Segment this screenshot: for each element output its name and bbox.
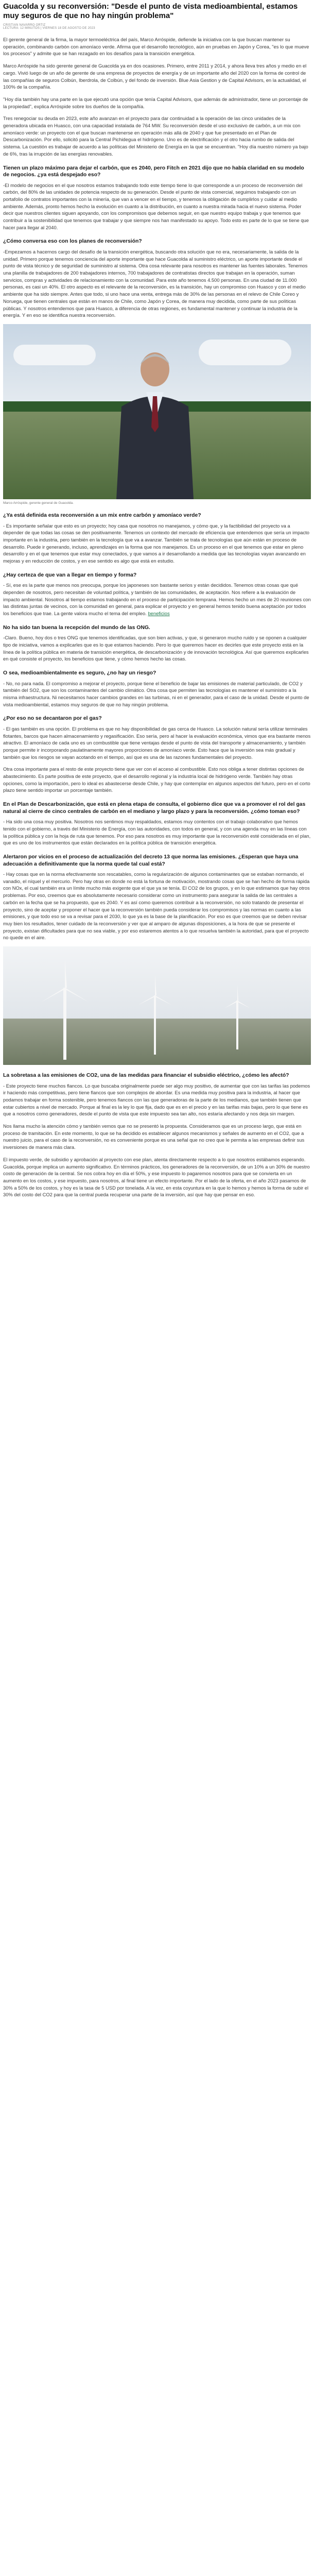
- answer-paragraph: -El modelo de negocios en el que nosotros estamos trabajando todo este tiempo tiene lo que corresponde a un proceso de reconversión del carbón, del 80% de las unidades de potencia respecto de su generación. Desde el punto de vista comercial, seguimos trabajando con un portafolio de contratos importantes con la minería, que van a vencer en el tiempo, y tenemos la obligación de cumplirlos y cuidar al medio ambiente. Además, pronto hemos hecho la evolución en cuanto a la distribución, en cuanto a nuestra mirada hacia el nuevo sistema. Poder decir que nuestros clientes siguen apoyando, con los compromisos que debemos seguir, en que nuestro equipo trabaja y que tenemos que contribuir a la sostenibilidad que tenemos que trabajar y que siempre nos han manifestado su apoyo. Todo esto es parte de lo que se tiene que hacer para llegar al 2040.: [3, 182, 309, 230]
- answer-paragraph: El impuesto verde, de subsidio y aprobación al proyecto con ese plan, atenta directamente respecto a lo que nosotros estábamos esperando. Guacolda, porque implica un aumento significativo. En términos prácticos, los generadores de la reconversión, de un 10% a un 30% de nuestro costo de generación de la central. Se nos cobra hoy en día el 50%, y ese impuesto lo pagaremos nosotros para que se convierta en un aumento en los costos, y ese impuesto, para nosotros, al final tiene un efecto importante. Por el lado de la oferta, en el año 2023 pasamos de 30% a 50% de los costos, y hoy es la tasa de 5 USD por tonelada. A la vez, en esta coyuntura en la que lo hemos y hemos la forma de subir el 30% del costo del CO2 para que la central pueda recuperar una parte de la inversión, así que hay que pensar en eso.: [3, 1156, 310, 1198]
- photo-cloud: [13, 345, 96, 365]
- byline-meta: LECTURA: 12 MINUTOS | VIERNES 18 DE AGOSTO DE 2023: [3, 27, 95, 30]
- benefits-link[interactable]: beneficios: [148, 611, 170, 617]
- photo-person: [106, 345, 204, 499]
- answer-paragraph: - El gas también es una opción. El problema es que no hay disponibilidad de gas cerca de Huasco. La solución natural sería utilizar terminales flotantes, barcos que hacen almacenamiento y regasificación. Eso sería, pero al hacer la evaluación económica, vimos que era bastante menos atractivo. El amoníaco de cada uno es un combustible que tiene ventajas desde el punto de vista del transporte y almacenamiento, y también porque permite ir incorporando paulatinamente mayores proporciones de amoníaco verde. Esto hace que la inversión sea más gradual y también que los riesgos se vayan acotando en el tiempo, así que es una de las razones fundamentales del proyecto.: [3, 725, 311, 760]
- answer-paragraph: Nos llama mucho la atención cómo y también vemos que no se presentó la propuesta. Consideramos que es un proceso largo, que está en proceso de tramitación. En este momento, lo que se ha decidido es establecer algunos mecanismos y señales de aumento en el CO2, que a nuestro juicio, para el caso de la reconversión, no es conveniente porque es una señal que no creo que le permita a las empresas definir sus inversiones de manera más clara.: [3, 1123, 305, 1150]
- answer-text: - Sí, ese es la parte que menos nos preocupa, porque los japoneses son bastante serios y están decididos. Tenemos otras cosas que qué dependen de nosotros, pero necesitan de voluntad política, y también de las comunidades, de aceptación. Nos refiere a la evaluación de impacto ambiental. Nosotros al tiempo estamos trabajando en el proceso de participación temprana. Hemos hecho un mes de 20 reuniones con las distintas juntas de vecinos, con la comunidad en general, para explicar el proyecto y en general hemos tenido buena aceptación por todos los beneficios que trae. La gente valora mucho el tema del empleo.: [3, 582, 311, 617]
- question-heading: La sobretasa a las emisiones de CO2, una de las medidas para financiar el subsidio eléctrico, ¿cómo les afectó?: [3, 1073, 289, 1079]
- article-title: Guacolda y su reconversión: "Desde el punto de vista medioambiental, estamos muy seguros de que no hay ningún problema": [3, 2, 298, 20]
- article-column: [0, 2, 314, 1198]
- intro-paragraph: "Hoy día también hay una parte en la que ejecutó una opción que tenía Capital Advisors, que además de administrador, tiene un porcentaje de la propiedad", explica Arróspide sobre los dueños de la compañía.: [3, 96, 308, 109]
- answer-paragraph: - Hay cosas que en la norma efectivamente son rescatables, como la regularización de algunos contaminantes que se estaban normando, el vanadio, el níquel y el mercurio. Pero hay otras en donde no está la fortuna de motivación, mostrando cosas que se han hecho de forma rápida con NOx, el cual también era un límite mucho más exigente que el que ya se tenía. El CO2 de los grupos, y en lo que estimamos que hay otros problemas. Por eso, creemos que es absolutamente necesario considerar como un instrumento para asegurar la salida de las centrales a carbón en la fecha que se ha propuesto, que es 2040. Y es así como queremos contribuir a la reconversión, no solo tratando de presentar el proyecto, sino de aceptar y proponer el hacer que la reconversión también pueda considerar los compromisos y las normas en cuanto a las emisiones, y que todo eso se va a revisar para el 2030, lo que ya es la base de la planificación. Por eso es que creemos que se deben revisar muy bien los resultados, tener cuidado de la reconversión y ver que al amparo de algunas disposiciones, a la hora de que se presente el proyecto, existan dificultades para que no sea viable, y por eso estaremos atentos a lo que resuelva también la autoridad, para que el proyecto no quede en el aire.: [3, 871, 310, 941]
- wind-turbine-icon: [132, 972, 178, 1055]
- answer-paragraph: -Claro. Bueno, hoy dos o tres ONG que tenemos identificadas, que son bien activas, y que, si generaron mucho ruido y se oponen a cualquier tipo de iniciativa, vamos a explicarles que es lo que estamos haciendo. Pero lo que queremos hacer es decirles que este proyecto está en la línea de la política pública en materia de transición energética, de descarbonización y de innovación tecnológica. Así que queremos explicarles en qué consiste el proyecto, los beneficios que tiene, y cómo hemos hecho las cosas.: [3, 635, 309, 662]
- question-heading: ¿Por eso no se decantaron por el gas?: [3, 716, 102, 722]
- answer-paragraph: - Es importante señalar que esto es un proyecto; hoy casa que nosotros no manejamos, y cómo que, y la factibilidad del proyecto va a depender de que todas las cosas se den positivamente. Tenemos un contexto del mercado de eficiencia que entendemos que sería un impacto importante en la industria, pero también en la tecnología que va a avanzar. También se trata de tecnologías que aún están en proceso de desarrollo. Puede ir generando, incluso, aprendizajes en la forma que nos manejamos. Es un proceso en el que tenemos que estar en pleno desarrollo y en el que tenemos que estar muy conectados, y que vamos a ir desarrollando a medida que las tecnologías vayan avanzando en mejoras y en reducción de costos, y en ese sentido es algo que está en estudio.: [3, 522, 309, 564]
- intro-paragraph: Tres renegociar su deuda en 2023, este año avanzan en el proyecto para dar continuidad a la operación de las cinco unidades de la generadora ubicada en Huasco, con una capacidad instalada de 764 MW. Su reconversión desde el uso exclusivo de carbón, a un mix con amoníaco verde: un proyecto con el que buscan mantenerse en operación más allá de 2040 y que fue presentado en el Plan de Descarbonización. Por ello, solicitó para la Central Pichidegua el hidrógeno. Uno es de electrificación y el otro hacia rumbo de salida del sistema. La cuestión es trabajar de acuerdo a las políticas del Ministerio de Energía en la que se encuentran. "Hoy día nuestro número ya bajo de 6%, tras la irrupción de las energías renovables.: [3, 115, 308, 157]
- question-heading: No ha sido tan buena la recepción del mundo de las ONG.: [3, 624, 150, 631]
- wind-turbine-icon: [219, 982, 255, 1049]
- answer-paragraph: - Ha sido una cosa muy positiva. Nosotros nos sentimos muy respaldados, estamos muy contentos con el trabajo colaborativo que hemos tenido con el gobierno, a través del Ministerio de Energía, con las autoridades, con todos en general, y con una agenda muy en las líneas con la política pública y con la hoja de ruta que tenemos. Por eso para nosotros es muy importante que la reconversión esté considerada en el plan, que es uno de los instrumentos que están declarados en la política pública de transición energética.: [3, 819, 311, 846]
- wind-turbine-icon: [34, 957, 96, 1060]
- intro-paragraph: Marco Arróspide ha sido gerente general de Guacolda ya en dos ocasiones. Primero, entre 2011 y 2014, y ahora lleva tres años y medio en el cargo. Vivió luego de un año de gerente de una empresa de proyectos de energía y de un importante año del 2020 con la forma de control de las compañías de seguros Colbún, Iberdrola, de Colbún, y del fondo de inversión. Blue Asia Gestion y de Capital Advisors, en la actualidad, el 100% de la compañía.: [3, 63, 307, 90]
- answer-paragraph: Otra cosa importante para el resto de este proyecto tiene que ver con el acceso al combustible. Esto nos obliga a tener distintas opciones de abastecimiento. Es parte positiva de este proyecto, que el desarrollo regional y la industria local de hidrógeno verde. También hay otras opciones, como la importación, pero lo ideal es abastecerse desde Chile, y hay que contemplar en algunos aspectos del futuro, pero en el corto plazo tiene sentido importar un porcentaje también.: [3, 766, 310, 793]
- question-heading: ¿Cómo conversa eso con los planes de reconversión?: [3, 239, 142, 245]
- photo-cloud: [199, 340, 291, 365]
- question-heading: Tienen un plazo máximo para dejar el carbón, que es 2040, pero Fitch en 2021 dijo que no había claridad en su modelo de negocios. ¿ya está despejado eso?: [3, 165, 304, 178]
- question-heading: Alertaron por vicios en el proceso de actualización del decreto 13 que norma las emisiones. ¿Esperan que haya una adecuación a definitivamente que la norma quede tal cual está?: [3, 854, 299, 867]
- author-name[interactable]: CRISTIAN NAVARRO ORTIZ: [3, 24, 46, 27]
- article-photo: [3, 324, 311, 499]
- article-byline: [3, 24, 311, 30]
- answer-paragraph: [3, 582, 311, 617]
- answer-paragraph: - Este proyecto tiene muchos flancos. Lo que buscaba originalmente puede ser algo muy positivo, de aumentar que con las tarifas las podemos ir haciendo más competitivas, pero tiene flancos que son complejos de abordar. Es una medida muy positiva para la industria, al hacer que podamos trabajar en forma sostenible, pero tenemos flancos con las que generadoras de la parte de los medianos, que también tienen que estar cubiertos a nivel de mercado. Porque al final es la ley lo que fija, dado que es en el precio y en las tarifas más bajas, pero lo que tiene es que a nosotros como generadores, desde el punto de vista que este impuesto sea tan alto, nos estaría afectando y nos deja sin margen.: [3, 1082, 310, 1117]
- question-heading: ¿Hay certeza de que van a llegar en tiempo y forma?: [3, 572, 137, 578]
- photo-caption: Marco Arróspide, gerente general de Guacolda.: [3, 501, 74, 505]
- question-heading: En el Plan de Descarbonización, que está en plena etapa de consulta, el gobierno dice que va a promover el rol del gas natural al cierre de cinco centrales de carbón en el mediano y largo plazo y para la reconversión. ¿cómo toman eso?: [3, 802, 306, 815]
- question-heading: O sea, medioambientalmente es seguro, ¿no hay un riesgo?: [3, 670, 156, 676]
- question-heading: ¿Ya está definida esta reconversión a un mix entre carbón y amoníaco verde?: [3, 513, 201, 518]
- intro-paragraph: El gerente general de la firma, la mayor termoeléctrica del país, Marco Arróspide, defiende la iniciativa con la que buscan mantener su operación, combinando carbón con amoníaco verde. Afirma que el desarrollo tecnológico, aún en pruebas en Japón y Corea, "es lo que mueve los procesos" y admite que se han rezagado en los desafíos para la transición energética.: [3, 37, 309, 57]
- turbines-photo: [3, 946, 311, 1065]
- answer-paragraph: -Empezamos a hacernos cargo del desafío de la transición energética, buscando otra solución que no era, necesariamente, la salida de la unidad. Primero porque tenemos conciencia del aporte importante que hace Guacolda al suministro eléctrico, un aporte importante desde el punto de vista técnico y de seguridad de suministro al sistema. Otra cosa relevante para nosotros es mantener las fuentes laborales. Tenemos una planilla de trabajadores de 200 trabajadores internos, 700 trabajadores de contratistas directos que trabajan en la operación, suman servicios, compras y actividades de relacionamiento con la comunidad. Para este año tenemos 4.500 personas. En una ciudad de 11.000 personas, es casi un 40%. El otro aspecto es el relevante de la reconversión, es la transición, hay un compromiso con Huasco y con el medio ambiente que ha sido siempre. Antes que todo, si uno hace una venta, entrega más de 30% de las personas en el relevo de Chile Coreo y Noruega, que tienen centrales que están en manos de Chile, como Japón y Corea, de manera muy decidida, como parte de sus políticas públicas. Y nosotros entendemos que para Huasco, a diferencia de otras regiones, es fundamental mantener y continuar la industria de la energía. Y en eso se identifica nuestra reconversión.: [3, 248, 308, 318]
- answer-paragraph: - No, no para nada. El compromiso a mejorar el proyecto, porque tiene el beneficio de bajar las emisiones de material particulado, de CO2 y también del SO2, que son los contaminantes del cambio climático. Otra cosa que permiten las tecnologías es mantener el suministro a la misma infraestructura. Ni necesitamos hacer cambios grandes en las turbinas, ni en el generador, para el caso de la unidad. Desde el punto de vista medioambiental, estamos muy seguros de que no hay ningún problema.: [3, 680, 309, 707]
